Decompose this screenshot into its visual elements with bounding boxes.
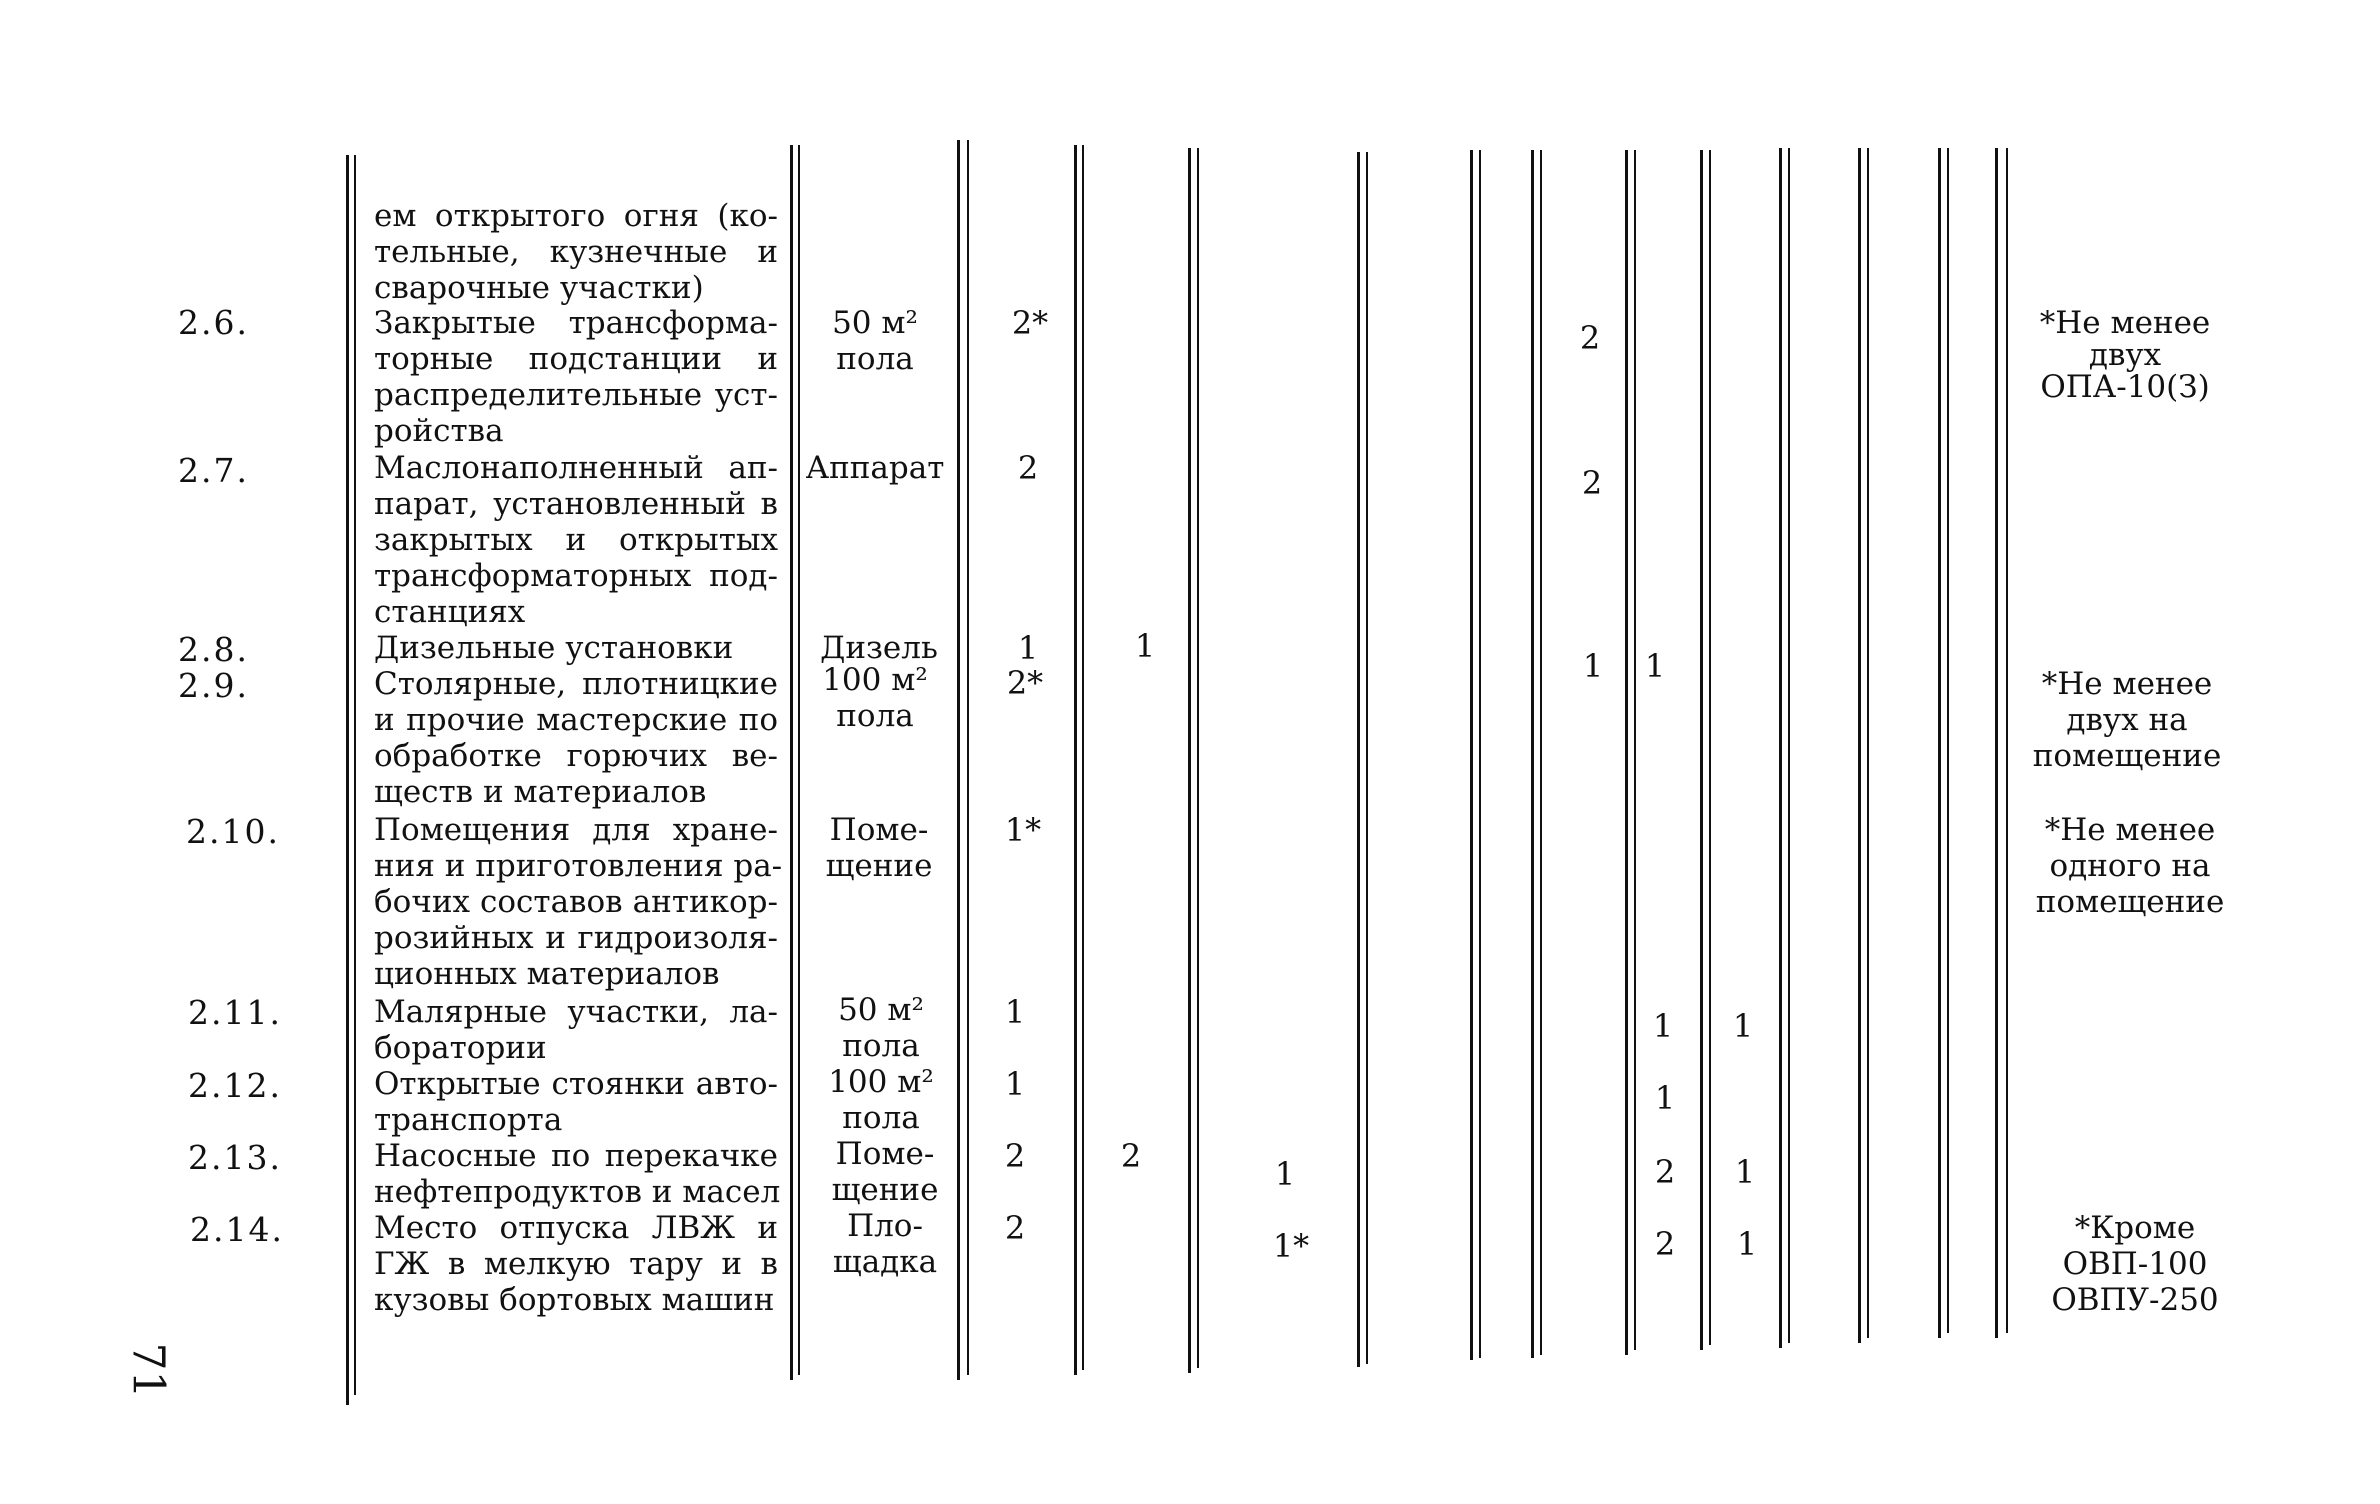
column-rule [1074,145,1077,1375]
row-description [374,666,778,810]
column-rule [1858,148,1861,1343]
text-line: 50 м² [832,305,918,341]
table-cell: 1 [1582,647,1604,685]
table-cell: 2 [1654,1153,1676,1191]
row-unit [810,1136,960,1208]
text-line: щение [825,848,933,884]
table-cell: 1 [1004,1065,1026,1103]
text-line: распределительные уст- [374,377,778,413]
text-line: Поме- [835,1136,935,1172]
text-line: розийных и гидроизоля- [374,920,778,956]
column-rule [1531,150,1534,1358]
row-description [374,1210,778,1318]
row-description [374,1138,781,1210]
text-line: бочих составов антикор- [374,884,778,920]
table-cell: 2 [1654,1225,1676,1263]
text-line: двух на [2066,702,2188,738]
table-cell: 1 [1736,1225,1758,1263]
table-cell: 1 [1017,629,1039,667]
column-rule [2006,148,2008,1333]
text-line: Пло- [847,1208,923,1244]
text-line: станциях [374,594,526,630]
table-cell: 2* [1006,664,1044,702]
text-line: Аппарат [805,450,945,486]
row-number: 2.11. [188,993,282,1032]
text-line: *Не менее [2039,305,2211,341]
row-unit [800,662,950,734]
text-line: ществ и материалов [374,774,707,810]
row-note [2020,1210,2250,1318]
text-line: Поме- [829,812,929,848]
text-line: помещение [2032,738,2222,774]
row-description [374,630,778,666]
column-rule [1540,150,1542,1355]
column-rule [1479,150,1481,1358]
column-rule [1357,152,1360,1367]
row-description [374,450,778,630]
text-line: 100 м² [828,1064,934,1100]
column-rule [1625,150,1628,1355]
table-cell: 1 [1004,993,1026,1031]
text-line: ГЖ в мелкую тару и в [374,1246,778,1282]
row-description [374,305,778,449]
row-unit [806,992,956,1064]
text-line: Насосные по перекачке [374,1138,778,1174]
text-line: Закрытые трансформа- [374,305,778,341]
row-description [374,1066,778,1138]
text-line: тельные, кузнечные и [374,234,778,270]
table-cell: 2 [1017,449,1039,487]
column-rule [1938,148,1941,1338]
text-line: *Не менее [2041,666,2213,702]
text-line: одного на [2049,848,2211,884]
text-line: 50 м² [838,992,924,1028]
table-cell: 2 [1120,1137,1142,1175]
text-line: трансформаторных под- [374,558,778,594]
column-rule [1788,148,1790,1343]
text-line: нефтепродуктов и масел [374,1174,781,1210]
text-line: *Кроме [2074,1210,2196,1246]
row-unit [800,305,950,377]
text-line: двух [2088,337,2162,373]
text-line: 100 м² [822,662,928,698]
table-cell: 1 [1734,1153,1756,1191]
row-unit [806,1064,956,1136]
text-line: парат, установленный в [374,486,778,522]
text-line: ОВП-100 [2062,1246,2208,1282]
text-line: пола [842,1100,920,1136]
text-line: помещение [2035,884,2225,920]
text-line: кузовы бортовых машин [374,1282,775,1318]
text-line: ционных материалов [374,956,720,992]
table-cell: 1* [1272,1227,1310,1265]
row-number: 2.9. [178,666,249,705]
table-cell: 1 [1652,1007,1674,1045]
text-line: боратории [374,1030,547,1066]
table-cell: 2 [1004,1137,1026,1175]
row-note [2015,812,2245,920]
row-unit [800,450,950,486]
text-line: Помещения для хране- [374,812,778,848]
column-rule [1700,150,1703,1350]
text-line: щадка [832,1244,938,1280]
row-description [374,994,778,1066]
column-rule [1947,148,1949,1333]
text-line: Маслонаполненный ап- [374,450,778,486]
text-line: сварочные участки) [374,270,704,306]
table-cell: 1 [1134,627,1156,665]
text-line: Столярные, плотницкие [374,666,778,702]
column-rule [1470,150,1473,1360]
text-line: *Не менее [2044,812,2216,848]
column-rule [1867,148,1869,1338]
text-line: Дизельные установки [374,630,734,666]
row-description [374,812,783,992]
table-cell: 1 [1654,1079,1676,1117]
text-line: ния и приготовления ра- [374,848,783,884]
column-rule [1366,152,1368,1364]
text-line: Дизель [820,630,938,666]
column-rule [1995,148,1998,1338]
text-line: пола [836,698,914,734]
row-number: 2.14. [190,1210,284,1249]
text-line: транспорта [374,1102,563,1138]
row-number: 2.10. [186,812,280,851]
table-cell: 1 [1274,1155,1296,1193]
column-rule [346,155,349,1405]
page-number: 71 [122,1342,174,1399]
text-line: Открытые стоянки авто- [374,1066,778,1102]
row-note [2012,666,2242,774]
row-unit [810,1208,960,1280]
row-number: 2.7. [178,451,249,490]
text-line: ем открытого огня (ко- [374,198,778,234]
text-line: щение [831,1172,939,1208]
row-number: 2.8. [178,630,249,669]
text-line: ОВПУ-250 [2051,1282,2219,1318]
row-number: 2.12. [188,1066,282,1105]
column-rule [1197,148,1199,1368]
text-line: ОПА-10(З) [2040,369,2210,405]
text-line: обработке горючих ве- [374,738,778,774]
table-cell: 2* [1011,304,1049,342]
text-line: Место отпуска ЛВЖ и [374,1210,778,1246]
text-line: ройства [374,413,504,449]
column-rule [790,145,793,1380]
table-cell: 2 [1579,319,1601,357]
text-line: пола [842,1028,920,1064]
table-cell: 1* [1004,811,1042,849]
column-rule [1188,148,1191,1373]
text-line: пола [836,341,914,377]
text-line: закрытых и открытых [374,522,778,558]
table-cell: 2 [1004,1209,1026,1247]
row-unit [804,630,954,666]
row-number: 2.13. [188,1138,282,1177]
table-cell: 1 [1732,1007,1754,1045]
column-rule [354,155,356,1395]
row-note [2010,305,2240,405]
column-rule [967,140,969,1375]
row-unit [804,812,954,884]
continuation-text [374,198,778,306]
row-number: 2.6. [178,303,249,342]
text-line: и прочие мастерские по [374,702,778,738]
table-cell: 2 [1581,464,1603,502]
table-cell: 1 [1644,647,1666,685]
text-line: торные подстанции и [374,341,778,377]
text-line: Малярные участки, ла- [374,994,778,1030]
column-rule [1082,145,1084,1370]
